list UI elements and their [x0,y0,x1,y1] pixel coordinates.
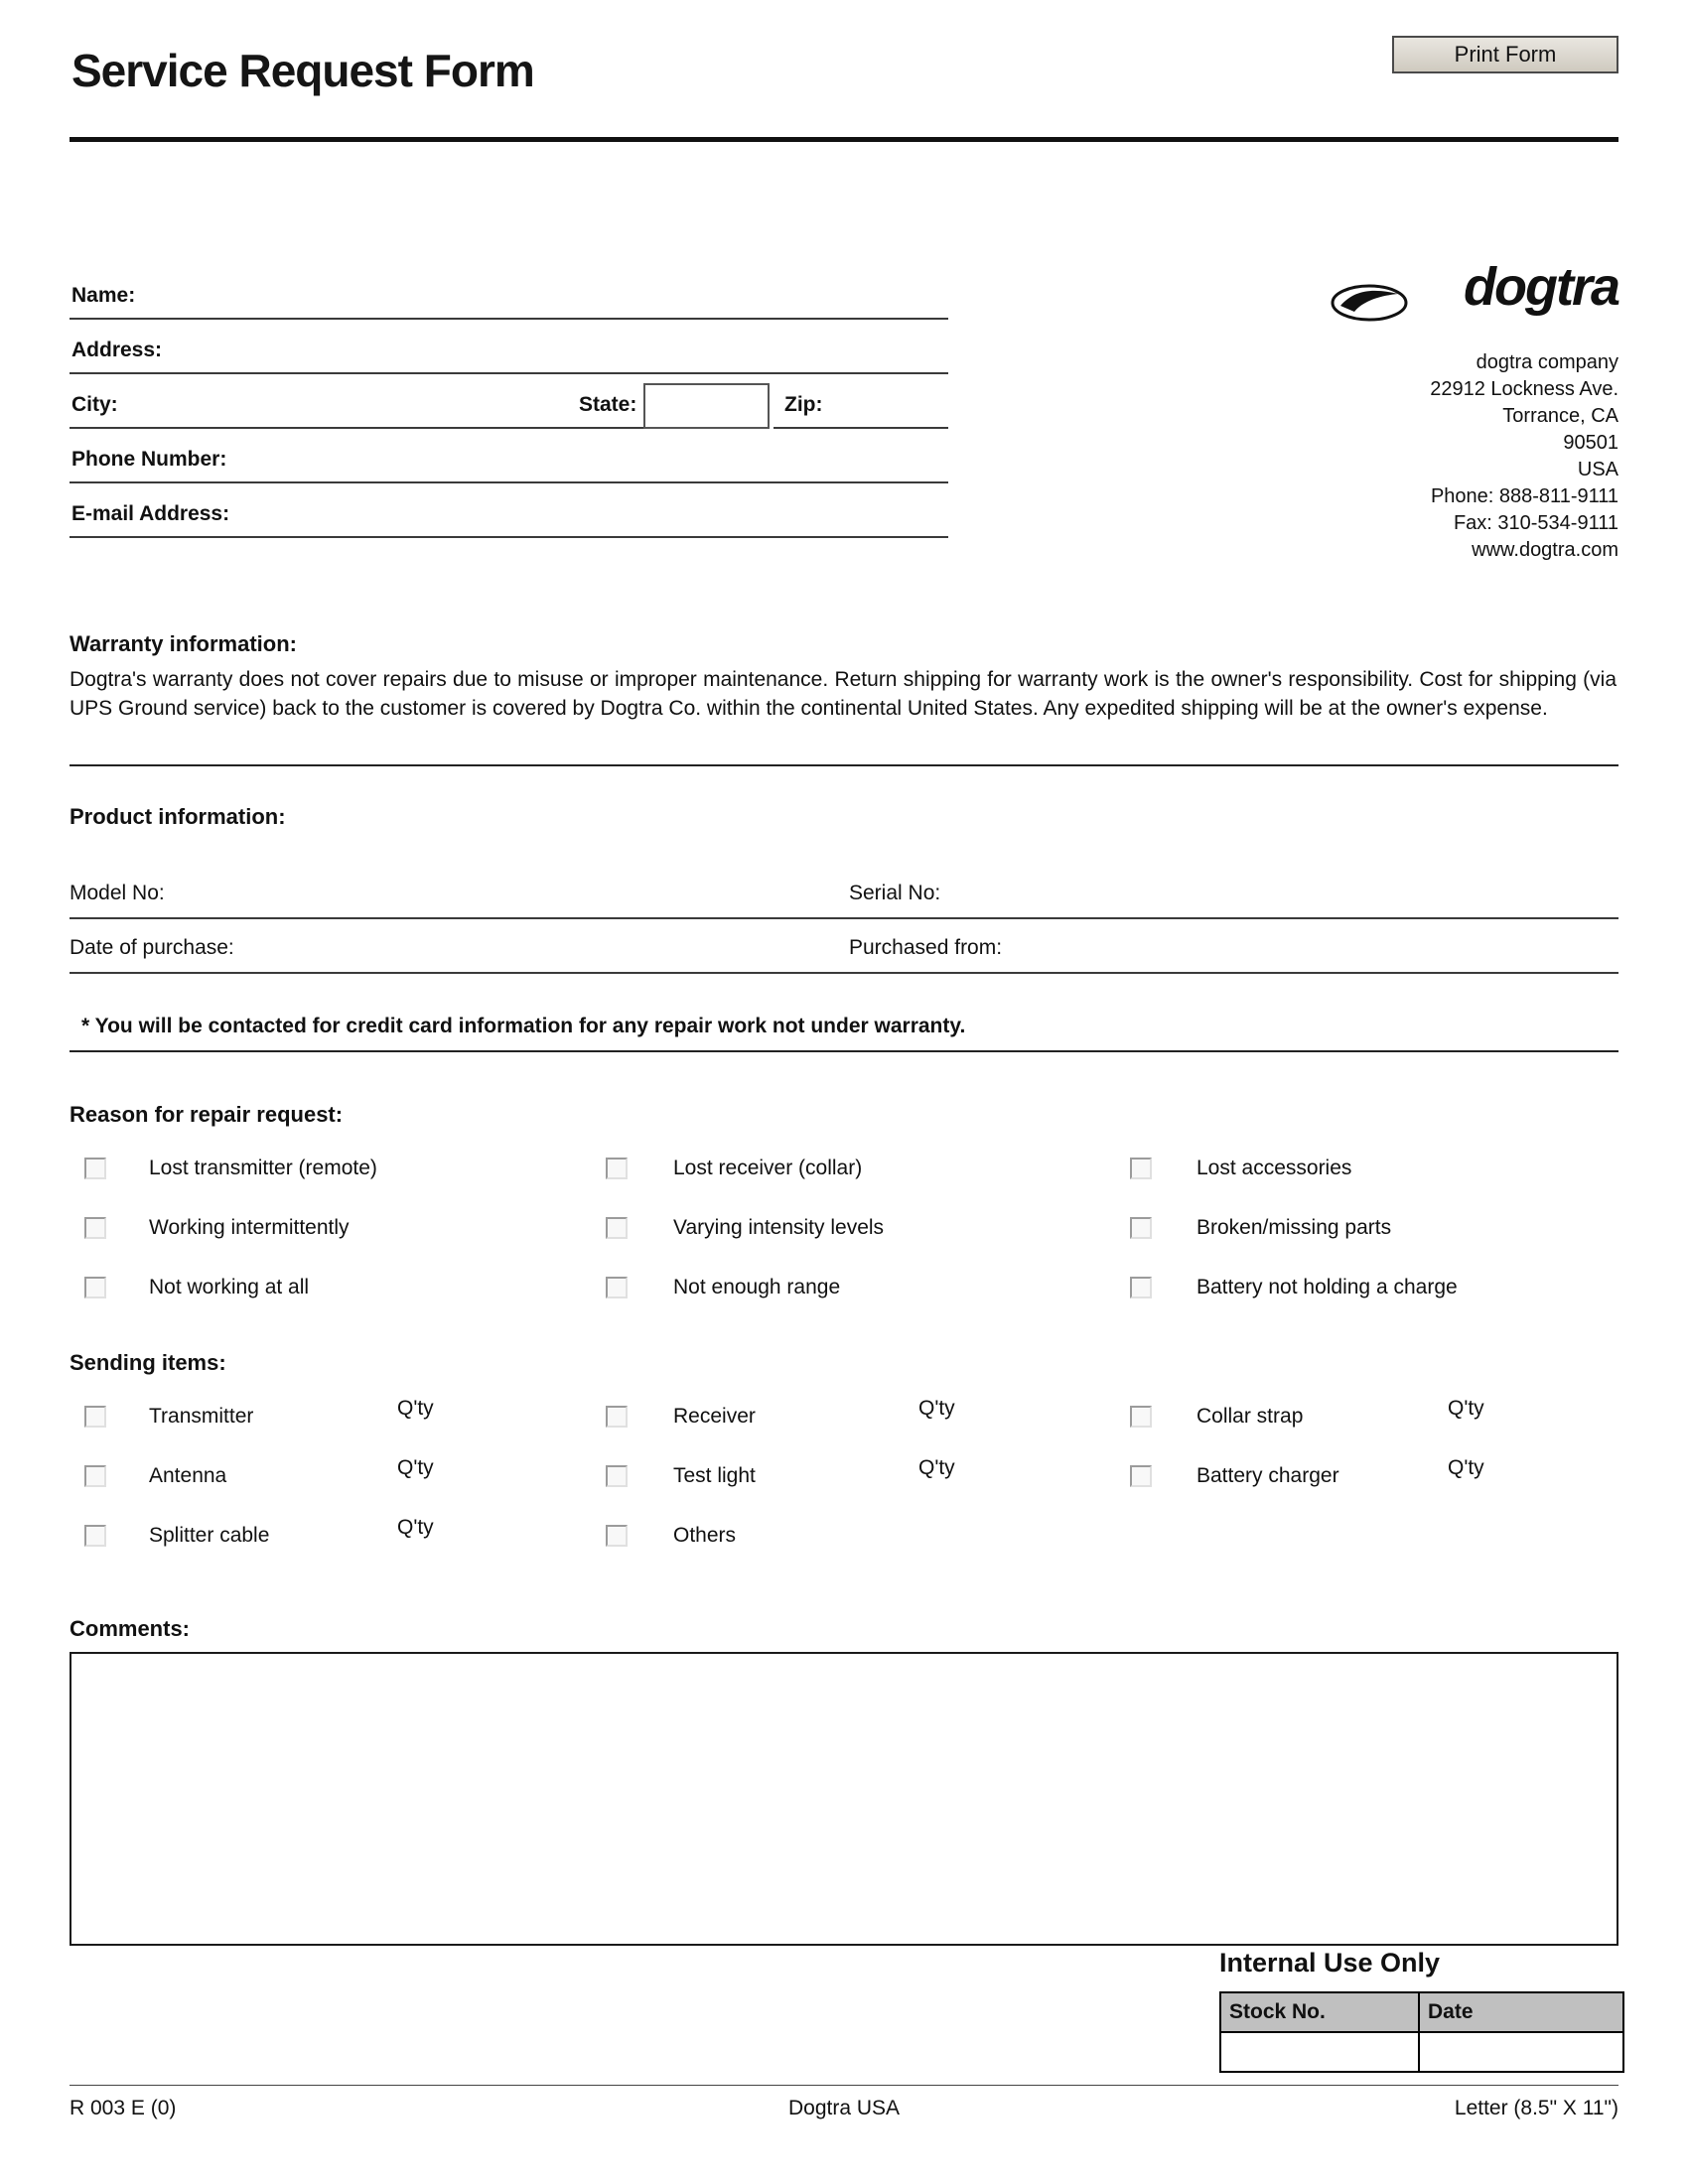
qty-label: Q'ty [397,1516,434,1539]
reason-label: Not working at all [149,1276,310,1298]
qty-label: Q'ty [918,1397,955,1420]
company-line: 90501 [1563,432,1618,454]
city-input-line[interactable] [70,427,643,429]
company-line: dogtra company [1476,351,1618,373]
sending-item-label: Splitter cable [149,1524,270,1547]
zip-input-line[interactable] [774,427,948,429]
checkbox-varying-intensity[interactable] [606,1217,628,1239]
company-line: Fax: 310-534-9111 [1453,512,1618,534]
internal-use-heading: Internal Use Only [1219,1948,1441,1978]
model-serial-input-line[interactable] [70,917,1618,919]
sending-item-label: Transmitter [149,1405,254,1428]
section-divider [70,764,1618,766]
sending-item-label: Collar strap [1196,1405,1304,1428]
name-input-line[interactable] [70,318,948,320]
checkbox-receiver[interactable] [606,1406,628,1428]
checkbox-battery-charger[interactable] [1130,1465,1152,1487]
company-line: Torrance, CA [1502,405,1618,427]
reason-label: Working intermittently [149,1216,350,1239]
checkbox-test-light[interactable] [606,1465,628,1487]
company-website: www.dogtra.com [1472,539,1618,561]
checkbox-battery-charge[interactable] [1130,1277,1152,1298]
sending-items-heading: Sending items: [70,1350,226,1375]
serial-no-label: Serial No: [849,882,941,904]
reason-label: Lost transmitter (remote) [149,1157,377,1179]
comments-textarea[interactable] [70,1652,1618,1946]
checkbox-working-intermittently[interactable] [84,1217,106,1239]
reason-label: Lost accessories [1196,1157,1352,1179]
state-label: State: [579,393,637,416]
print-form-button[interactable]: Print Form [1392,36,1618,73]
reason-label: Not enough range [673,1276,841,1298]
reason-label: Battery not holding a charge [1196,1276,1458,1298]
warranty-heading: Warranty information: [70,631,297,656]
footer-company: Dogtra USA [787,2097,901,2119]
qty-label: Q'ty [397,1397,434,1420]
checkbox-antenna[interactable] [84,1465,106,1487]
address-label: Address: [71,339,163,361]
checkbox-collar-strap[interactable] [1130,1406,1152,1428]
qty-label: Q'ty [397,1456,434,1479]
section-divider [70,1050,1618,1052]
warranty-text: Dogtra's warranty does not cover repairs due to misuse or improper maintenance. Return shipping for warranty work is the owner's responsibility. Cost for shipping (via UPS Ground service) back to the customer is covered by Dogtra Co. within the continental United States. Any expedited shipping will be at the owner's expense. [70,668,1617,720]
purchased-from-label: Purchased from: [849,936,1003,959]
checkbox-lost-transmitter[interactable] [84,1158,106,1179]
stock-no-header: Stock No. [1220,1992,1419,2032]
footer-divider [70,2085,1618,2086]
date-header: Date [1419,1992,1623,2032]
reason-label: Varying intensity levels [673,1216,885,1239]
company-line: USA [1577,459,1618,480]
date-cell[interactable] [1419,2032,1623,2072]
reason-label: Lost receiver (collar) [673,1157,863,1179]
qty-label: Q'ty [1448,1397,1484,1420]
checkbox-lost-accessories[interactable] [1130,1158,1152,1179]
stock-no-cell[interactable] [1220,2032,1419,2072]
purchase-date-label: Date of purchase: [70,936,234,959]
sending-item-label: Others [673,1524,737,1547]
email-label: E-mail Address: [71,502,230,525]
page-title: Service Request Form [71,45,534,96]
comments-heading: Comments: [70,1616,191,1641]
sending-item-label: Battery charger [1196,1464,1339,1487]
qty-label: Q'ty [918,1456,955,1479]
phone-input-line[interactable] [70,481,948,483]
checkbox-not-working[interactable] [84,1277,106,1298]
model-no-label: Model No: [70,882,165,904]
company-line: 22912 Lockness Ave. [1430,378,1618,400]
dogtra-logo-icon [1329,280,1410,331]
state-input-box[interactable] [643,383,770,429]
product-info-heading: Product information: [70,804,286,829]
name-label: Name: [71,284,136,307]
phone-label: Phone Number: [71,448,227,471]
checkbox-not-enough-range[interactable] [606,1277,628,1298]
checkbox-transmitter[interactable] [84,1406,106,1428]
checkbox-broken-missing-parts[interactable] [1130,1217,1152,1239]
internal-use-table [1219,1991,1624,2073]
footer-paper-size: Letter (8.5" X 11") [1454,2097,1618,2119]
email-input-line[interactable] [70,536,948,538]
sending-item-label: Antenna [149,1464,227,1487]
repair-reason-heading: Reason for repair request: [70,1102,344,1127]
sending-item-label: Test light [673,1464,756,1487]
dogtra-wordmark: dogtra [1464,257,1618,317]
company-line: Phone: 888-811-9111 [1430,485,1618,507]
zip-label: Zip: [784,393,823,416]
reason-label: Broken/missing parts [1196,1216,1392,1239]
footer-form-number: R 003 E (0) [70,2097,177,2119]
city-label: City: [71,393,118,416]
qty-label: Q'ty [1448,1456,1484,1479]
credit-card-note: * You will be contacted for credit card information for any repair work not under warranty. [81,1015,966,1037]
company-address-block [1201,349,1618,564]
checkbox-others[interactable] [606,1525,628,1547]
checkbox-splitter-cable[interactable] [84,1525,106,1547]
checkbox-lost-receiver[interactable] [606,1158,628,1179]
sending-item-label: Receiver [673,1405,756,1428]
purchase-input-line[interactable] [70,972,1618,974]
address-input-line[interactable] [70,372,948,374]
title-divider [70,137,1618,142]
